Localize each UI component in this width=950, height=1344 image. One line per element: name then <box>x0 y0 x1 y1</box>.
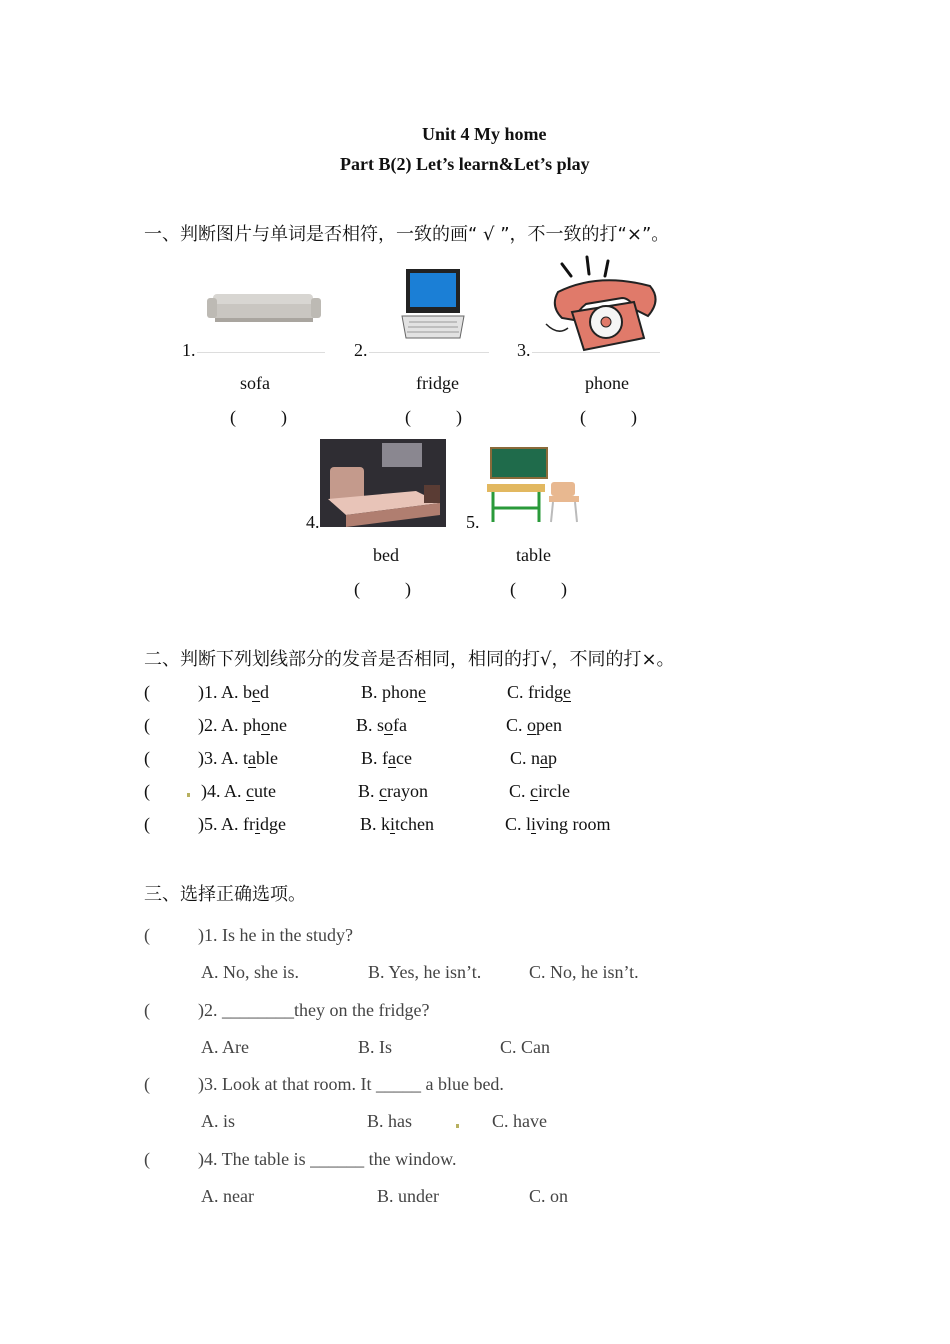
question-number: )1. A. bed <box>198 682 270 702</box>
answer-paren[interactable]: ( <box>144 715 150 735</box>
option-b: B. under <box>377 1186 439 1206</box>
answer-paren[interactable]: ( <box>144 748 150 768</box>
answer-line <box>197 352 325 353</box>
question-text: )2. ________they on the fridge? <box>198 1000 430 1020</box>
item-word: phone <box>585 373 629 393</box>
stray-mark <box>187 793 190 797</box>
section1-heading: 一、判断图片与单词是否相符，一致的画“ √ ”，不一致的打“×”。 <box>144 224 670 245</box>
unit-title: Unit 4 My home <box>422 124 547 144</box>
option-a: A. is <box>201 1111 236 1131</box>
option-b: B. face <box>361 748 412 768</box>
option-b: B. kitchen <box>360 814 435 834</box>
answer-line <box>369 352 489 353</box>
option-a: A. Are <box>201 1037 249 1057</box>
section3-heading: 三、选择正确选项。 <box>144 884 306 905</box>
option-b: B. phone <box>361 682 427 702</box>
bed-image <box>320 439 446 527</box>
item-number: 4. <box>306 512 320 532</box>
answer-blank[interactable]: ( ) <box>354 579 411 599</box>
option-c: C. have <box>492 1111 547 1131</box>
question-number: )5. A. fridge <box>198 814 287 834</box>
item-number: 5. <box>466 512 480 532</box>
option-c: C. circle <box>509 781 570 801</box>
answer-paren[interactable]: ( <box>144 814 150 834</box>
option-b: B. Yes, he isn’t. <box>368 962 482 982</box>
option-b: B. crayon <box>358 781 428 801</box>
item-word: table <box>516 545 551 565</box>
answer-blank[interactable]: ( ) <box>230 407 287 427</box>
question-number: )4. A. cute <box>201 781 277 801</box>
option-b: B. sofa <box>356 715 407 735</box>
answer-blank[interactable]: ( ) <box>405 407 462 427</box>
question-text: )3. Look at that room. It _____ a blue bed. <box>198 1074 504 1094</box>
stray-mark <box>456 1124 459 1128</box>
item-word: fridge <box>416 373 459 393</box>
desk-chair-image <box>485 446 585 528</box>
option-a: A. No, she is. <box>201 962 299 982</box>
item-number: 3. <box>517 340 531 360</box>
telephone-image <box>538 254 662 354</box>
option-c: C. nap <box>510 748 558 768</box>
item-word: sofa <box>240 373 270 393</box>
section2-heading: 二、判断下列划线部分的发音是否相同，相同的打√，不同的打×。 <box>144 649 675 670</box>
part-title: Part B(2) Let’s learn&Let’s play <box>340 154 590 174</box>
answer-paren[interactable]: ( <box>144 682 150 702</box>
option-b: B. has <box>367 1111 412 1131</box>
question-text: )4. The table is ______ the window. <box>198 1149 457 1169</box>
option-c: C. open <box>506 715 563 735</box>
option-c: C. No, he isn’t. <box>529 962 639 982</box>
answer-paren[interactable]: ( <box>144 1149 150 1169</box>
option-c: C. on <box>529 1186 569 1206</box>
answer-paren[interactable]: ( <box>144 1000 150 1020</box>
answer-blank[interactable]: ( ) <box>510 579 567 599</box>
question-number: )2. A. phone <box>198 715 288 735</box>
sofa-image <box>205 288 323 330</box>
laptop-image <box>400 268 466 342</box>
item-number: 1. <box>182 340 196 360</box>
option-c: C. Can <box>500 1037 551 1057</box>
answer-line <box>532 352 660 353</box>
answer-paren[interactable]: ( <box>144 1074 150 1094</box>
question-text: )1. Is he in the study? <box>198 925 353 945</box>
option-c: C. living room <box>505 814 611 834</box>
option-c: C. fridge <box>507 682 571 702</box>
question-number: )3. A. table <box>198 748 279 768</box>
answer-paren[interactable]: ( <box>144 781 150 801</box>
option-a: A. near <box>201 1186 254 1206</box>
item-word: bed <box>373 545 399 565</box>
answer-paren[interactable]: ( <box>144 925 150 945</box>
option-b: B. Is <box>358 1037 393 1057</box>
item-number: 2. <box>354 340 368 360</box>
answer-blank[interactable]: ( ) <box>580 407 637 427</box>
